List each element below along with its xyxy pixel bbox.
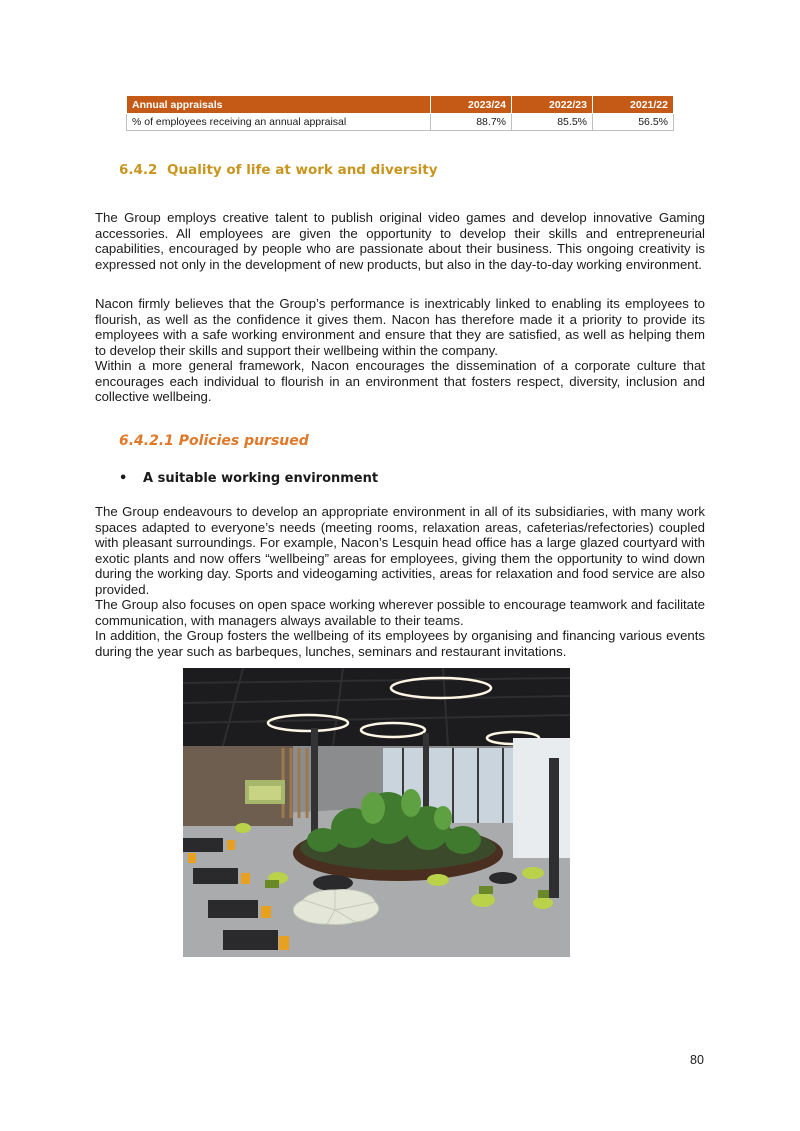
table-header-row (127, 96, 674, 114)
subsection-heading: 6.4.2.1 Policies pursued (119, 433, 309, 449)
appraisal-table (126, 95, 674, 131)
page-number: 80 (690, 1053, 704, 1067)
paragraph-open-space: The Group also focuses on open space working wherever possible to encourage teamwork and facilitate communication, with managers always available to their teams. (95, 597, 705, 628)
paragraph-intro: The Group employs creative talent to publish original video games and develop innovative Gaming accessories. All employees are given the opportunity to develop their skills and entrepreneurial capabilities, encouraged by people who are passionate about their business. This ongoing creativity is expressed not only in the development of new products, but also in the day-to-day working environment. (95, 210, 705, 272)
bullet-icon: • (119, 471, 128, 486)
bullet-item (119, 471, 378, 486)
table-header-year: 2023/24 (431, 96, 512, 114)
paragraph-events: In addition, the Group fosters the wellbeing of its employees by organising and financing various events during the year such as barbeques, lunches, seminars and restaurant invitations. (95, 628, 705, 659)
table-cell-value: 85.5% (512, 114, 593, 131)
office-courtyard-illustration (183, 668, 570, 957)
table-row (127, 114, 674, 131)
table-cell-value: 56.5% (593, 114, 674, 131)
table-header-year: 2021/22 (593, 96, 674, 114)
paragraph-environment: The Group endeavours to develop an appropriate environment in all of its subsidiaries, with many work spaces adapted to everyone’s needs (meeting rooms, relaxation areas, cafeterias/refectories) coupled with pleasant surroundings. For example, Nacon’s Lesquin head office has a large glazed courtyard with exotic plants and now offers “wellbeing” areas for employees, giving them the opportunity to wind down during the working day. Sports and videogaming activities, areas for relaxation and food service are also provided. (95, 504, 705, 597)
paragraph-performance: Nacon firmly believes that the Group’s performance is inextricably linked to enabling its employees to flourish, as well as the confidence it gives them. Nacon has therefore made it a priority to provide its employees with a safe working environment and ensure that they are satisfied, as well as helping them to develop their skills and support their wellbeing within the company. (95, 296, 705, 358)
section-number: 6.4.2 (119, 162, 158, 178)
table-cell-value: 88.7% (431, 114, 512, 131)
table-row-label: % of employees receiving an annual appraisal (127, 114, 431, 131)
paragraph-corporate-culture: Within a more general framework, Nacon encourages the dissemination of a corporate culture that encourages each individual to flourish in an environment that fosters respect, diversity, inclusion and collective wellbeing. (95, 358, 705, 405)
bullet-text: A suitable working environment (143, 471, 379, 486)
table-header-year: 2022/23 (512, 96, 593, 114)
section-heading (119, 162, 438, 178)
section-title: Quality of life at work and diversity (167, 162, 438, 178)
table-header-label: Annual appraisals (127, 96, 431, 114)
office-courtyard-photo (183, 668, 570, 957)
